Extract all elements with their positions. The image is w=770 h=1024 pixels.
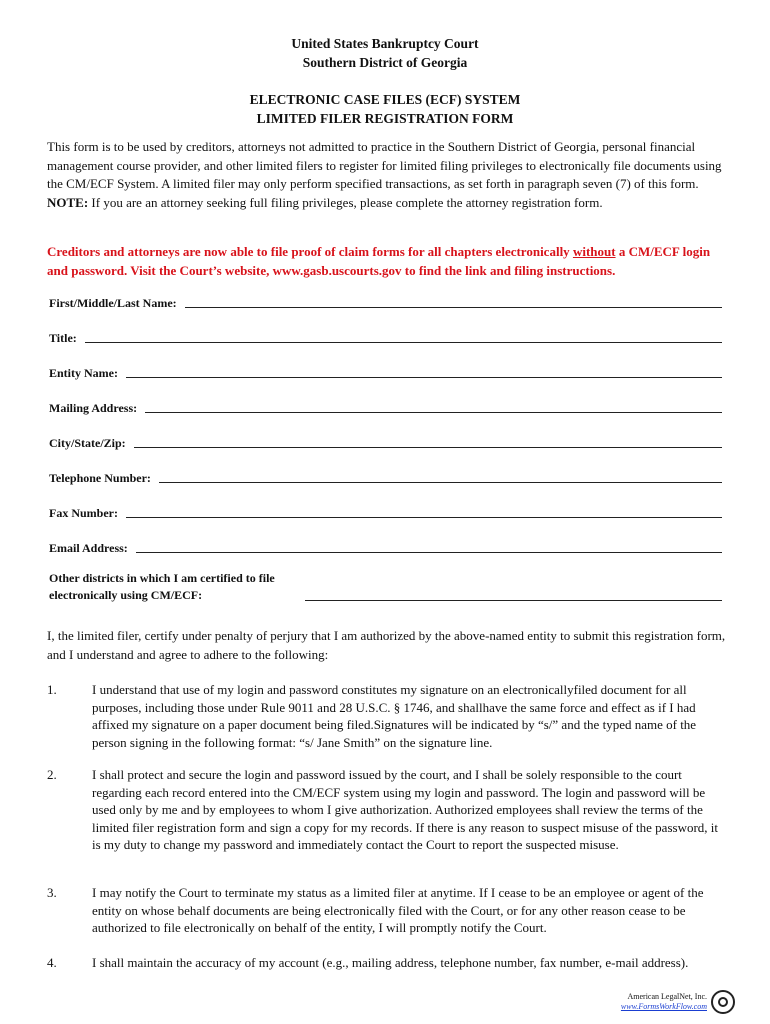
court-header [0, 34, 770, 72]
name-field[interactable] [49, 292, 722, 310]
court-district: Southern District of Georgia [302, 55, 468, 70]
mailing-label: Mailing Address: [49, 401, 138, 415]
city-field[interactable] [49, 432, 722, 450]
agreement-item-3 [47, 884, 727, 937]
footer-text [621, 992, 707, 1012]
city-label: City/State/Zip: [49, 436, 126, 450]
item-number: 1. [47, 682, 57, 697]
footer-branding [621, 990, 735, 1014]
intro-paragraph [47, 138, 727, 212]
city-input-line[interactable] [134, 447, 722, 448]
name-label: First/Middle/Last Name: [49, 296, 177, 310]
entity-field[interactable] [49, 362, 722, 380]
agreement-item-4 [47, 954, 727, 972]
form-title-line1: ELECTRONIC CASE FILES (ECF) SYSTEM [249, 92, 521, 107]
notice-part2: a CM/ECF login and password. Visit the Court’s website, www.gasb.uscourts.gov to find the link and filing instructions. [47, 244, 711, 278]
notice-part1: Creditors and attorneys are now able to file proof of claim forms for all chapters electronically [47, 244, 570, 259]
item-number: 2. [47, 767, 57, 782]
item-number: 3. [47, 885, 57, 900]
entity-input-line[interactable] [126, 377, 722, 378]
entity-label: Entity Name: [49, 366, 118, 380]
email-field[interactable] [49, 537, 722, 555]
agreement-item-2 [47, 766, 727, 854]
mailing-input-line[interactable] [145, 412, 722, 413]
email-input-line[interactable] [136, 552, 722, 553]
email-label: Email Address: [49, 541, 128, 555]
note-text: If you are an attorney seeking full filing privileges, please complete the attorney registration form. [91, 194, 603, 210]
proof-of-claim-notice [47, 242, 727, 280]
item-text: I shall maintain the accuracy of my account (e.g., mailing address, telephone number, fax number, e-mail address). [92, 955, 689, 970]
item-text: I understand that use of my login and password constitutes my signature on an electronicallyfiled document for all purposes, including those under Rule 9011 and 28 U.S.C. § 1746, and shallhave the same force and effect as if I had affixed my signature on a paper document being filed.Signatures will be indicated by “s/” and the typed name of the person signing in the following format: “s/ Jane Smith” on the signature line. [92, 682, 697, 750]
certification-paragraph: I, the limited filer, certify under penalty of perjury that I am authorized by the above-named entity to submit this registration form, and I understand and agree to adhere to the following: [47, 628, 726, 662]
telephone-label: Telephone Number: [49, 471, 151, 485]
item-text: I may notify the Court to terminate my status as a limited filer at anytime. If I cease to be an employee or agent of the entity on whose behalf documents are being electronically filed with the Court, or for any other reason cease to be authorized to file electronically on behalf of the entity, I will promptly notify the Court. [92, 885, 704, 935]
name-input-line[interactable] [185, 307, 722, 308]
footer-company: American LegalNet, Inc. [627, 992, 707, 1001]
footer-link[interactable]: www.FormsWorkFlow.com [620, 1002, 707, 1011]
other-label-line2: electronically using CM/ECF: [49, 588, 203, 602]
form-title [0, 90, 770, 128]
notice-without: without [572, 244, 616, 259]
title-field[interactable] [49, 327, 722, 345]
mailing-field[interactable] [49, 397, 722, 415]
agreement-item-1 [47, 681, 727, 751]
other-districts-label [49, 570, 309, 604]
telephone-input-line[interactable] [159, 482, 722, 483]
legalnet-logo-icon [711, 990, 735, 1014]
other-districts-input-line[interactable] [305, 600, 722, 601]
telephone-field[interactable] [49, 467, 722, 485]
note-label: NOTE: [47, 194, 89, 210]
title-input-line[interactable] [85, 342, 722, 343]
other-label-line1: Other districts in which I am certified to file [49, 571, 275, 585]
intro-text: This form is to be used by creditors, attorneys not admitted to practice in the Southern District of Georgia, personal financial management course provider, and other limited filers to register for limited filing privileges to electronically file documents using the CM/ECF System. A limited filer may only perform specified transactions, as set forth in paragraph seven (7) of this form. [47, 139, 722, 191]
item-number: 4. [47, 955, 57, 970]
fax-field[interactable] [49, 502, 722, 520]
title-label: Title: [49, 331, 77, 345]
form-title-line2: LIMITED FILER REGISTRATION FORM [256, 111, 514, 126]
court-name: United States Bankruptcy Court [291, 36, 479, 51]
fax-input-line[interactable] [126, 517, 722, 518]
item-text: I shall protect and secure the login and password issued by the court, and I shall be solely responsible to the court regarding each record entered into the CM/ECF system using my login and password. The login and password will be used only by me and by employees to whom I give authorization. Authorized employees shall review the terms of the limited filer registration form and sign a copy for my records. If there is any reason to suspect misuse of the password, it is my duty to change my password and immediately contact the Court to report the suspected misuse. [92, 767, 719, 852]
fax-label: Fax Number: [49, 506, 118, 520]
